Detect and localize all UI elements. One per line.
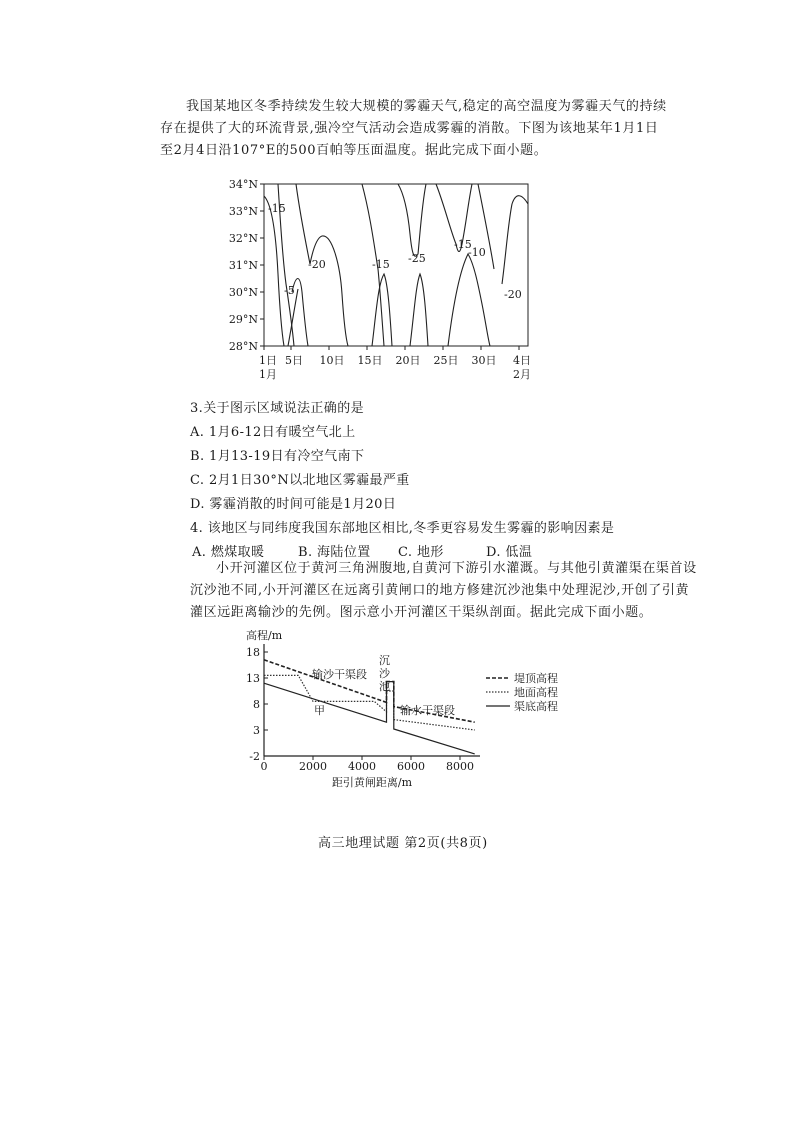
q3-stem: 3.关于图示区域说法正确的是 [190, 401, 365, 416]
isotherm-curve [448, 254, 490, 346]
xlabel-4: 4日 [513, 354, 531, 367]
isotherm-label: -15 [268, 202, 286, 215]
ytick-8: 8 [253, 698, 260, 711]
ylabel-32: 32°N [228, 232, 258, 245]
ylabel-29: 29°N [228, 313, 258, 326]
xlabel: 距引黄闸距离/m [331, 776, 413, 789]
intro-paragraph [160, 96, 720, 162]
intro-line-2: 存在提供了大的环流背景,强冷空气活动会造成雾霾的消散。下图为该地某年1月1日 [160, 121, 659, 136]
xlabel-20: 20日 [395, 354, 421, 367]
xtick-2000: 2000 [299, 760, 327, 773]
ylabel-33: 33°N [228, 205, 258, 218]
q4-option-c: C. 地形 [398, 545, 444, 560]
intro2-line-3: 灌区远距离输沙的先例。图示意小开河灌区干渠纵剖面。据此完成下面小题。 [190, 605, 653, 620]
q3-option-a: A. 1月6-12日有暖空气北上 [190, 425, 356, 440]
q3-option-b: B. 1月13-19日有冷空气南下 [190, 449, 365, 464]
isotherm-label: -25 [408, 252, 426, 265]
xlabel-1: 1日 [259, 354, 277, 367]
q4-option-d: D. 低温 [486, 545, 533, 560]
isotherm-label: -20 [504, 288, 522, 301]
q4-option-b: B. 海陆位置 [298, 545, 371, 560]
point-jia-label: 甲 [314, 704, 325, 717]
xlabel-30: 30日 [471, 354, 497, 367]
intro-line-1: 我国某地区冬季持续发生较大规模的雾霾天气,稳定的高空温度为雾霾天气的持续 [186, 99, 667, 114]
q4-stem: 4. 该地区与同纬度我国东部地区相比,冬季更容易发生雾霾的影响因素是 [190, 521, 615, 536]
xtick-8000: 8000 [446, 760, 474, 773]
intro2-paragraph [190, 558, 720, 624]
canal-profile-chart [228, 630, 588, 790]
ylabel-30: 30°N [228, 286, 258, 299]
ylabel-31: 31°N [228, 259, 258, 272]
isotherm-curve [264, 196, 284, 346]
isotherm-curve [502, 196, 528, 284]
ylabel-28: 28°N [228, 340, 258, 353]
xlabel-10: 10日 [319, 354, 345, 367]
ylabel-34: 34°N [228, 178, 258, 191]
xtick-6000: 6000 [397, 760, 425, 773]
isotherm-label: -20 [308, 258, 326, 271]
intro-line-3: 至2月4日沿107°E的500百帕等压面温度。据此完成下面小题。 [160, 143, 548, 158]
sediment-pool-label-1: 沉 [379, 654, 390, 667]
ground-elevation-line [264, 675, 475, 730]
canal-bottom-line [264, 682, 475, 754]
xlabel-month-jan: 1月 [259, 368, 277, 381]
q4-option-a: A. 燃煤取暖 [192, 545, 265, 560]
isotherm-curve [410, 274, 428, 346]
segment-water-canal-label: 输水干渠段 [400, 704, 455, 717]
legend-dike-label: 堤顶高程 [514, 672, 558, 685]
ytick-18: 18 [246, 646, 260, 659]
xtick-0: 0 [260, 760, 268, 773]
isotherm-curve [398, 184, 426, 256]
q3-option-d: D. 雾霾消散的时间可能是1月20日 [190, 497, 397, 512]
isotherm-label: -15 [372, 258, 390, 271]
segment-sand-canal-label: 输沙干渠段 [312, 668, 367, 681]
isotherm-label: -10 [468, 246, 486, 259]
ytick-3: 3 [253, 724, 260, 737]
sediment-pool-label-3: 池 [379, 680, 390, 693]
ytick-13: 13 [246, 672, 260, 685]
page-footer: 高三地理试题 第2页(共8页) [318, 836, 488, 851]
xlabel-month-feb: 2月 [513, 368, 531, 381]
intro2-line-2: 沉沙池不同,小开河灌区在远离引黄闸口的地方修建沉沙池集中处理泥沙,开创了引黄 [190, 583, 690, 598]
legend-ground-label: 地面高程 [514, 686, 558, 699]
q3-option-c: C. 2月1日30°N以北地区雾霾最严重 [190, 473, 410, 488]
ylabel: 高程/m [246, 630, 283, 642]
chart1-frame [264, 184, 528, 346]
xtick-4000: 4000 [348, 760, 376, 773]
intro2-line-1: 小开河灌区位于黄河三角洲腹地,自黄河下游引水灌溉。与其他引黄灌渠在渠首设 [216, 561, 697, 576]
xlabel-25: 25日 [433, 354, 459, 367]
ytick-neg2: -2 [249, 750, 260, 763]
sediment-pool-label-2: 沙 [379, 667, 390, 680]
legend-bottom-label: 渠底高程 [514, 700, 558, 713]
isotherm-label: -15 [454, 238, 472, 251]
isotherm-label: -5 [284, 284, 295, 297]
isotherm-chart [222, 174, 552, 384]
isotherm-curve [372, 274, 392, 346]
xlabel-5: 5日 [285, 354, 303, 367]
xlabel-15: 15日 [357, 354, 383, 367]
